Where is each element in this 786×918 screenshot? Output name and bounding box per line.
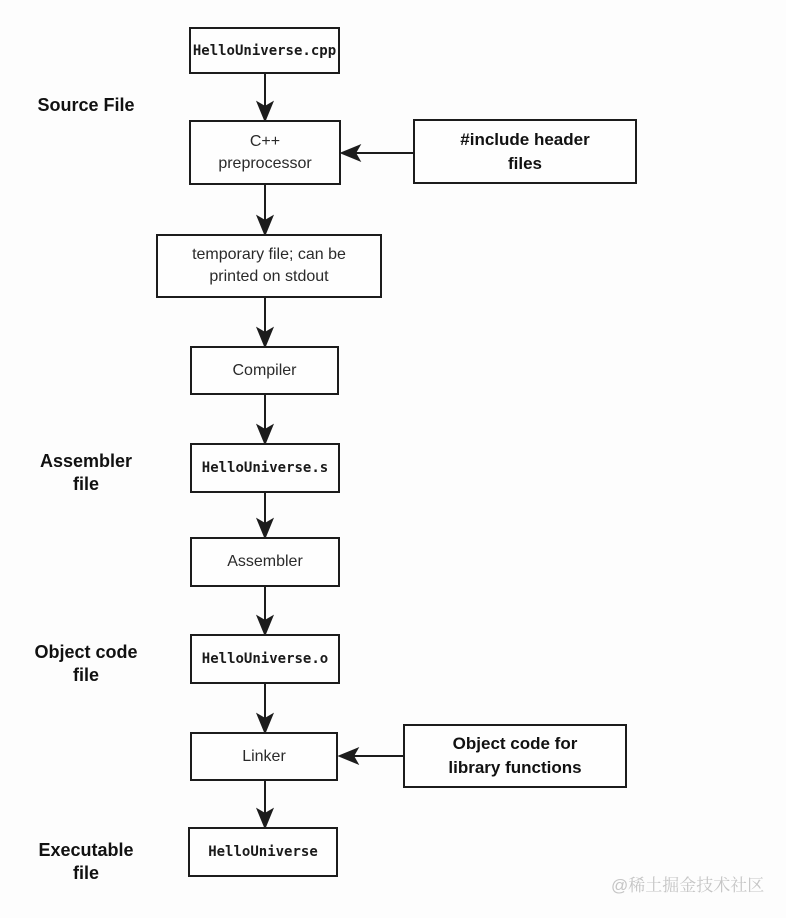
node-assembler — [190, 537, 340, 587]
node-linker — [190, 732, 338, 781]
label-line: file — [72, 665, 99, 686]
node-line: Object code for — [452, 734, 578, 754]
node-object-code-library — [403, 724, 627, 788]
node-label: Assembler — [227, 553, 303, 571]
label-line: Assembler — [39, 451, 133, 471]
label-line: file — [72, 474, 99, 495]
node-label: HelloUniverse.o — [201, 651, 329, 667]
label-source-file — [14, 94, 158, 117]
node-line: preprocessor — [218, 154, 312, 172]
node-line: library functions — [448, 758, 582, 777]
label-executable-file — [14, 839, 158, 886]
label-line: file — [72, 863, 99, 884]
node-label: HelloUniverse.s — [201, 460, 329, 476]
node-line: C++ — [249, 132, 281, 150]
node-label: HelloUniverse.cpp — [192, 42, 337, 59]
watermark-text: @稀土掘金技术社区 — [611, 876, 765, 895]
label-assembler-file — [14, 450, 158, 497]
node-compiler — [190, 346, 339, 395]
label-line: Object code — [34, 642, 138, 662]
node-line: files — [507, 153, 543, 173]
node-object-file-o — [190, 634, 340, 684]
node-assembler-file-s — [190, 443, 340, 493]
node-label: Linker — [242, 747, 286, 765]
label-line: Source File — [37, 95, 135, 115]
node-include-header-files — [413, 119, 637, 184]
node-label: Compiler — [232, 361, 297, 379]
label-line: Executable — [38, 840, 134, 860]
node-line: printed on stdout — [209, 268, 329, 285]
node-line: temporary file; can be — [192, 246, 346, 264]
node-line: #include header — [460, 129, 590, 149]
node-cpp-preprocessor — [189, 120, 341, 185]
node-source-cpp — [189, 27, 340, 74]
node-temporary-file — [156, 234, 382, 298]
node-label: HelloUniverse — [208, 844, 318, 860]
node-executable-binary — [188, 827, 338, 877]
label-object-code-file — [8, 641, 164, 688]
